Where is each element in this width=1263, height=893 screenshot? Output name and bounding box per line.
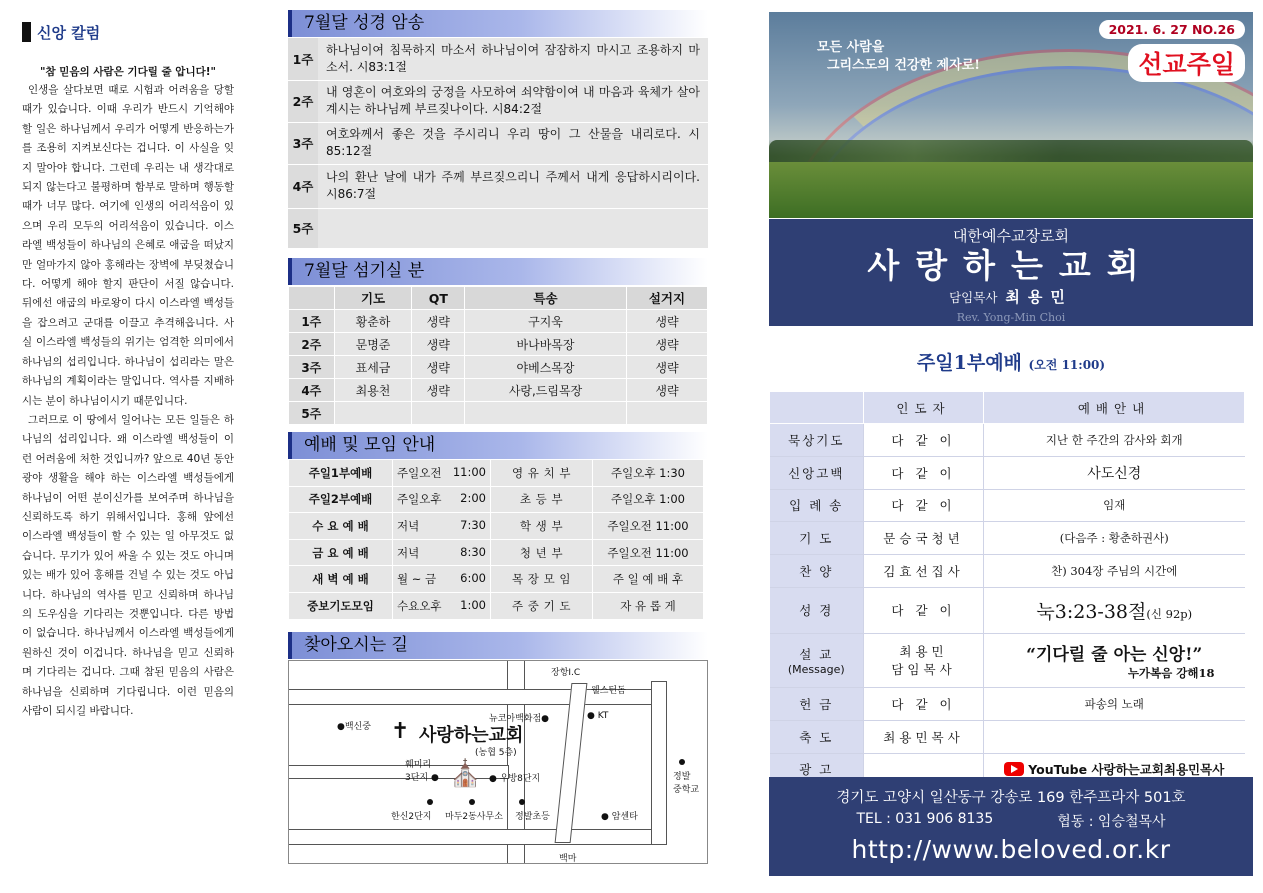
service-detail: [984, 489, 1245, 522]
map-label-madu: 마두2동사무소: [445, 812, 503, 822]
service-header: 예배안내: [984, 392, 1245, 424]
road-bottom: [288, 829, 667, 845]
serve-cell: 생략: [412, 356, 465, 379]
service-item-label: 광 고: [799, 762, 834, 778]
service-item-label: 성 경: [799, 603, 834, 619]
service-item-label: 축 도: [799, 729, 834, 745]
serve-week: 4주: [289, 379, 335, 402]
map-label-hansin: 한신2단지: [391, 812, 432, 822]
meeting-time: [393, 513, 491, 540]
service-leader-name: 김효선집사: [883, 564, 964, 580]
service-detail-sub: 누가복음 강해18: [1127, 665, 1215, 680]
map-label-jeongbal-ms: 정발 중학교: [673, 772, 700, 795]
church-address: 경기도 고양시 일산동구 강송로 169 한주프라자 501호: [836, 790, 1186, 806]
meeting-name-2: 목 장 모 임: [491, 566, 593, 593]
service-leader: [864, 633, 984, 687]
meeting-clock: 6:00: [460, 571, 486, 586]
serve-row: [289, 333, 708, 356]
meeting-clock: 2:00: [460, 491, 486, 506]
meeting-row: [289, 460, 704, 487]
column-heading: [22, 18, 234, 46]
verse-text: 하나님이여 침묵하지 마소서 하나님이여 잠잠하지 마시고 조용하지 마소서. 시83:1절: [318, 38, 708, 80]
verse-text: 내 영혼이 여호와의 궁정을 사모하여 쇠약함이여 내 마음과 육체가 살아 계시는 하나님께 부르짖나이다. 시84:2절: [318, 80, 708, 122]
footer-contact: [769, 777, 1253, 876]
service-leader-title: 담임목사: [891, 662, 956, 678]
service-item: [770, 555, 864, 588]
serve-cell: 생략: [626, 333, 707, 356]
heading-bar: [22, 22, 31, 42]
serve-cell: 황춘하: [334, 310, 412, 333]
service-detail: [984, 424, 1245, 457]
meeting-time-2: 주일오후 1:30: [593, 460, 704, 487]
mission-sunday-badge: 선교주일: [1128, 44, 1245, 82]
map-dot: [469, 799, 475, 805]
service-order-table: [769, 391, 1245, 786]
serve-cell: 생략: [412, 379, 465, 402]
green-field: [769, 162, 1253, 218]
pastor-line: [769, 286, 1253, 307]
verse-row: [288, 38, 708, 80]
map-label-school: ●백신중: [337, 722, 371, 732]
service-row: [770, 522, 1245, 555]
verse-text: 나의 환난 날에 내가 주께 부르짖으리니 주께서 내게 응답하시리이다. 시86:7절: [318, 164, 708, 208]
youtube-link[interactable]: [1004, 760, 1224, 778]
meeting-when: 주일오전: [397, 465, 442, 480]
meeting-time-2: 주일오전 11:00: [593, 513, 704, 540]
serve-cell: [626, 402, 707, 425]
map-label-newcore: 뉴코아백화점●: [489, 714, 550, 724]
meeting-row: [289, 592, 704, 619]
church-logo-icon: ✝: [391, 719, 410, 744]
contact-line: [769, 811, 1253, 831]
meeting-name: 금 요 예 배: [289, 539, 393, 566]
verse-week: 4주: [288, 164, 318, 208]
service-detail: [984, 587, 1245, 633]
serve-cell: 야베스목장: [465, 356, 627, 379]
service-row: [770, 489, 1245, 522]
service-detail-text: 눅3:23-38절: [1036, 600, 1147, 623]
service-leader: [864, 489, 984, 522]
service-detail-text: (다음주 : 황춘하권사): [1059, 531, 1169, 546]
serve-header: 특송: [465, 287, 627, 310]
meeting-name-2: 청 년 부: [491, 539, 593, 566]
service-detail: [984, 720, 1245, 753]
meeting-time-2: 자 유 롭 게: [593, 592, 704, 619]
service-leader: [864, 424, 984, 457]
verse-row: [288, 80, 708, 122]
service-item: [770, 633, 864, 687]
meeting-when: 월 ~ 금: [397, 572, 437, 587]
meeting-row: [289, 566, 704, 593]
serve-week: 2주: [289, 333, 335, 356]
serve-cell: [465, 402, 627, 425]
verse-row: [288, 122, 708, 164]
meeting-row: [289, 486, 704, 513]
serve-week: 3주: [289, 356, 335, 379]
verse-week: 2주: [288, 80, 318, 122]
meeting-time: [393, 539, 491, 566]
verse-row: [288, 208, 708, 248]
column-paragraph: 인생을 살다보면 때로 시험과 어려움을 당할 때가 있습니다. 이때 우리가 반드시 기억해야 할 일은 하나님께서 우리가 어떻게 반응하는가를 조용히 지켜보신다는 겁니다. 이 사실을 잊지 말아야 합니다. 그런데 우리는 내 생각대로 되지 않는다고 불평하며 함부로 말하며 행동할 때가 너무 많다. 여기에 인생의 어리석음이 있으며 우리 모두의 어리석음이 있습니다. 이스라엘 백성들이 하나님의 은혜로 애굽을 떠났지만 얼마가지 않아 홍해라는 장벽에 부딪쳤습니다. 어떻게 해야 할지 판단이 서질 않습니다. 뒤에선 애굽의 바로왕이 다시 이스라엘 백성들을 잡으려고 군대를 이끌고 추격해옵니다. 사실 이스라엘 백성들의 위기는 엄격한 의미에서 하나님의 섭리입니다. 하나님이 섭리라는 말은 하나님의 계획이라는 말입니다. 역사를 지배하시는 분이 하나님이시기 때문입니다.: [22, 84, 234, 407]
map-dot: [679, 759, 685, 765]
meeting-time: [393, 566, 491, 593]
serve-week: 5주: [289, 402, 335, 425]
map-label-woobang: ● 우방8단지: [489, 774, 541, 784]
serve-cell: 최용천: [334, 379, 412, 402]
meeting-clock: 1:00: [460, 597, 486, 612]
serve-header: [289, 287, 335, 310]
meeting-when: 저녁: [397, 518, 420, 533]
service-leader: [864, 587, 984, 633]
verse-text: 여호와께서 좋은 것을 주시리니 우리 땅이 그 산물을 내리로다. 시85:12절: [318, 122, 708, 164]
column-heading-text: 신앙 칼럼: [37, 23, 101, 42]
telephone: TEL : 031 906 8135: [856, 811, 994, 827]
map-dot: [427, 799, 433, 805]
serve-cell: 생략: [626, 356, 707, 379]
service-item-label: 입 례 송: [789, 498, 844, 514]
meeting-time-2: 주 일 예 배 후: [593, 566, 704, 593]
service-item-sub: (Message): [787, 662, 845, 676]
serve-cell: 생략: [412, 333, 465, 356]
meeting-name-2: 영 유 치 부: [491, 460, 593, 487]
map-label-cancer-center: ● 암센타: [601, 812, 638, 822]
service-detail-text: 파송의 노래: [1084, 696, 1144, 711]
service-leader-name: 최용민목사: [883, 729, 964, 745]
service-row: [770, 587, 1245, 633]
service-row: [770, 424, 1245, 457]
meeting-clock: 11:00: [452, 464, 486, 479]
meeting-time-2: 주일오후 1:00: [593, 486, 704, 513]
website-link[interactable]: http://www.beloved.or.kr: [851, 835, 1171, 864]
serve-row: [289, 310, 708, 333]
church-building-icon: ⛪: [449, 759, 482, 789]
service-item: [770, 522, 864, 555]
service-detail: [984, 456, 1245, 489]
denomination: 대한예수교장로회: [953, 227, 1069, 245]
serve-cell: 표세금: [334, 356, 412, 379]
faith-column: [22, 18, 234, 721]
service-item-label: 설 교: [799, 646, 834, 662]
service-item: [770, 720, 864, 753]
map-label-church-sub: (농협 5층): [475, 748, 517, 758]
directions-map: [288, 660, 708, 864]
hero-banner: [769, 12, 1253, 218]
service-leader-name: 문승국청년: [883, 531, 964, 547]
issue-date: 2021. 6. 27 NO.26: [1099, 20, 1245, 39]
map-label-church: 사랑하는교회: [419, 725, 524, 746]
service-title-text: 주일1부예배: [916, 352, 1022, 374]
meeting-row: [289, 539, 704, 566]
service-leader: [864, 687, 984, 720]
service-item: [770, 489, 864, 522]
verse-week: 1주: [288, 38, 318, 80]
pastor-label: 담임목사: [949, 290, 998, 305]
serve-row: [289, 356, 708, 379]
serve-cell: 바나바목장: [465, 333, 627, 356]
service-header: [770, 392, 864, 424]
meeting-time: [393, 486, 491, 513]
serve-cell: 사랑,드림목장: [465, 379, 627, 402]
meeting-when: 저녁: [397, 545, 420, 560]
service-item-label: 헌 금: [799, 696, 834, 712]
service-leader: [864, 720, 984, 753]
serve-cell: 문명준: [334, 333, 412, 356]
meetings-title: 예배 및 모임 안내: [288, 432, 708, 459]
meeting-clock: 8:30: [460, 544, 486, 559]
service-detail-text: 지난 한 주간의 감사와 회개: [1045, 432, 1183, 447]
meeting-when: 수요오후: [397, 598, 442, 613]
map-dot: [519, 799, 525, 805]
serve-week: 1주: [289, 310, 335, 333]
pastor-english-name: Rev. Yong-Min Choi: [956, 311, 1066, 324]
service-detail: [984, 687, 1245, 720]
meeting-name-2: 초 등 부: [491, 486, 593, 513]
serve-cell: 생략: [626, 379, 707, 402]
meeting-row: [289, 513, 704, 540]
meeting-name: 수 요 예 배: [289, 513, 393, 540]
serve-header: 설거지: [626, 287, 707, 310]
map-title: 찾아오시는 길: [288, 632, 708, 659]
service-item: [770, 587, 864, 633]
service-row: [770, 555, 1245, 588]
verse-week: 3주: [288, 122, 318, 164]
verse-text: [318, 208, 708, 248]
service-row: [770, 456, 1245, 489]
service-leader-name: 다 같 이: [891, 696, 956, 712]
service-leader-name: 다 같 이: [891, 498, 956, 514]
service-item: [770, 424, 864, 457]
service-leader: [864, 456, 984, 489]
service-row: [770, 720, 1245, 753]
meeting-name: 중보기도모임: [289, 592, 393, 619]
meeting-time-2: 주일오전 11:00: [593, 539, 704, 566]
verses-table: [288, 38, 708, 249]
meeting-name: 주일1부예배: [289, 460, 393, 487]
map-label-ic: 장항I.C: [551, 668, 581, 678]
service-row: [770, 687, 1245, 720]
youtube-icon: [1004, 762, 1024, 776]
column-subtitle: "참 믿음의 사람은 기다릴 줄 압니다!": [39, 66, 216, 78]
map-label-jeongbal-es: 정발초등: [515, 812, 550, 822]
assistant-pastor: 협동 : 임승철목사: [1057, 814, 1166, 830]
service-leader: [864, 522, 984, 555]
service-detail: [984, 522, 1245, 555]
service-detail: [984, 555, 1245, 588]
service-detail-text: 찬) 304장 주님의 시간에: [1051, 564, 1178, 579]
service-detail-text: 사도신경: [1087, 465, 1142, 482]
serve-header: QT: [412, 287, 465, 310]
road-right: [651, 681, 667, 845]
serve-header: 기도: [334, 287, 412, 310]
service-leader-name: 다 같 이: [891, 465, 956, 481]
serve-title: 7월달 섬기실 분: [288, 258, 708, 285]
verse-row: [288, 164, 708, 208]
road-diagonal: [555, 683, 588, 843]
service-item-label: 찬 양: [799, 564, 834, 580]
verses-title: 7월달 성경 암송: [288, 10, 708, 37]
meeting-name: 새 벽 예 배: [289, 566, 393, 593]
service-item-label: 기 도: [799, 531, 834, 547]
meeting-time: [393, 592, 491, 619]
meeting-clock: 7:30: [460, 517, 486, 532]
meeting-name-2: 학 생 부: [491, 513, 593, 540]
serve-cell: 생략: [626, 310, 707, 333]
service-detail-text: “기다릴 줄 아는 신앙!”: [1026, 644, 1203, 665]
church-banner: [769, 219, 1253, 326]
service-item-label: 신앙고백: [788, 465, 845, 481]
service-leader-name: 다 같 이: [891, 432, 956, 448]
service-detail: [984, 633, 1245, 687]
meeting-name: 주일2부예배: [289, 486, 393, 513]
meeting-when: 주일오후: [397, 492, 442, 507]
service-item: [770, 456, 864, 489]
service-detail-sub: (신 92p): [1146, 606, 1193, 621]
map-label-kt: ● KT: [587, 711, 609, 721]
map-label-wellston: 웰스턴돔: [591, 686, 626, 696]
service-leader-name: 최용민: [899, 644, 948, 660]
serve-row: [289, 402, 708, 425]
serve-cell: [412, 402, 465, 425]
service-item: [770, 687, 864, 720]
serve-cell: 구지욱: [465, 310, 627, 333]
serve-row: [289, 379, 708, 402]
map-label-hwemiri: 훼미리 3단지 ●: [405, 760, 439, 783]
serve-table: [288, 286, 708, 425]
service-leader: [864, 555, 984, 588]
church-name: 사랑하는교회: [867, 246, 1155, 285]
meetings-table: [288, 459, 704, 620]
service-row: [770, 633, 1245, 687]
meeting-name-2: 주 중 기 도: [491, 592, 593, 619]
service-detail-text: 임재: [1103, 498, 1126, 513]
service-header: 인도자: [864, 392, 984, 424]
service-leader-name: 다 같 이: [891, 603, 956, 619]
column-body: [22, 81, 234, 721]
motto-line2: 그리스도의 건강한 제자로!: [827, 58, 980, 73]
youtube-channel[interactable]: YouTube 사랑하는교회최용민목사: [1028, 761, 1225, 777]
serve-cell: 생략: [412, 310, 465, 333]
verse-week: 5주: [288, 208, 318, 248]
service-time: (오전 11:00): [1028, 358, 1106, 372]
service-item-label: 묵상기도: [788, 432, 845, 448]
tree-line: [769, 140, 1253, 162]
pastor-name: 최용민: [1005, 288, 1073, 306]
meeting-time: [393, 460, 491, 487]
map-label-baekma: 백마: [559, 854, 577, 864]
motto-line1: 모든 사람을: [817, 40, 885, 55]
service-title: [769, 348, 1253, 375]
column-paragraph: 그러므로 이 땅에서 일어나는 모든 일들은 하나님의 섭리입니다. 왜 이스라엘 백성들이 이런 어려움에 처한 것입니까? 앞으로 40년 동안 광야 생활을 해야 하는 이스라엘 백성들에게 하나님이 어떤 분이신가를 보여주며 하나님을 신뢰하도록 하기 위해서입니다. 홍해 앞에선 이스라엘 백성들이 할 수 있는 일 아무것도 없습니다. 무기가 있어 싸울 수 있는 것도 아니며 있는 배가 있어 홍해를 건널 수 있는 것도 아닙니다. 하나님의 역사를 믿고 신뢰하며 하나님의 도우심을 기다리는 것뿐입니다. 다른 방법이 없습니다. 하나님께서 이스라엘 백성들에게 원하신 것이 이겁니다. 하나님을 믿고 신뢰하며 기다리는 겁니다. 그때 참된 믿음의 사람은 하나님을 신뢰하며 기다립니다. 이런 믿음의 사람이 되시길 바랍니다.: [22, 413, 234, 717]
serve-cell: [334, 402, 412, 425]
